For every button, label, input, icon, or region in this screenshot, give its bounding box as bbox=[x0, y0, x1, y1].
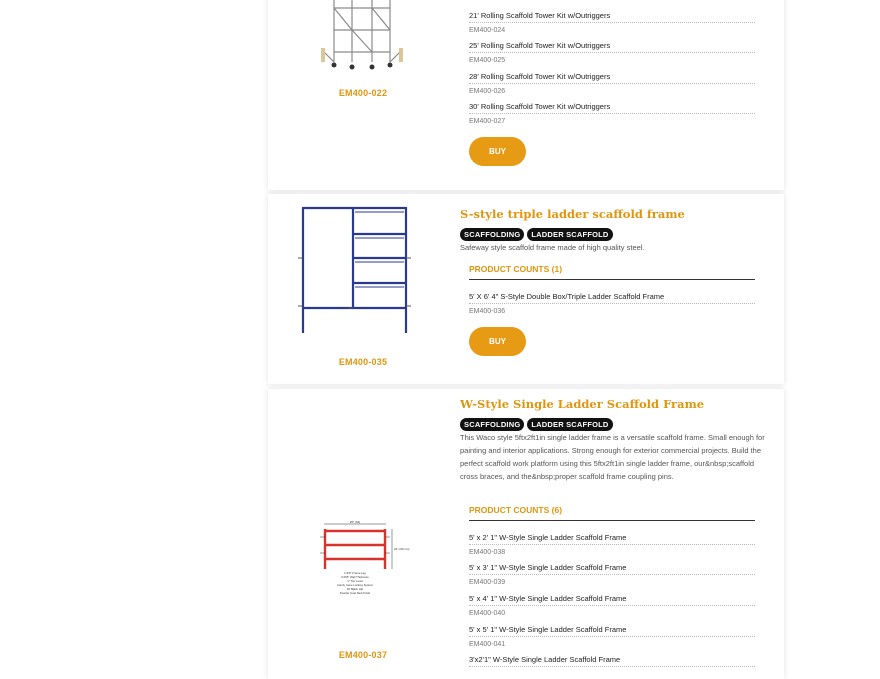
item-sku: EM400-026 bbox=[469, 88, 506, 95]
diagram-width-label: 25" (64) bbox=[349, 520, 361, 524]
tag-badge[interactable]: LADDER SCAFFOLD bbox=[527, 418, 612, 431]
list-item[interactable] bbox=[469, 41, 755, 64]
item-name[interactable]: 30' Rolling Scaffold Tower Kit w/Outriggers bbox=[469, 102, 755, 114]
list-item[interactable] bbox=[469, 533, 755, 556]
diagram-spec-line: 1" Tier Level bbox=[347, 579, 363, 583]
item-name[interactable]: 28' Rolling Scaffold Tower Kit w/Outriggers bbox=[469, 72, 755, 84]
tag-badge[interactable]: LADDER SCAFFOLD bbox=[527, 228, 612, 241]
tag-badge[interactable]: SCAFFOLDING bbox=[460, 418, 524, 431]
product-card-s-style bbox=[268, 194, 784, 384]
item-sku: EM400-036 bbox=[469, 308, 506, 315]
diagram-spec-line: 0.065" Wall Thickness bbox=[341, 575, 369, 579]
diagram-spec-line: Candy Cane Locking System bbox=[336, 583, 374, 587]
list-item[interactable] bbox=[469, 625, 755, 648]
product-title[interactable]: W-Style Single Ladder Scaffold Frame bbox=[460, 397, 705, 411]
item-sku: EM400-041 bbox=[469, 641, 506, 648]
product-description: Safeway style scaffold frame made of high quality steel. bbox=[460, 243, 645, 252]
rolling-tower-image bbox=[268, 0, 458, 75]
list-item[interactable] bbox=[469, 563, 755, 586]
item-sku: EM400-038 bbox=[469, 549, 506, 556]
item-sku: EM400-039 bbox=[469, 579, 506, 586]
diagram-spec-line: Powder Coat Red Finish bbox=[339, 591, 371, 595]
list-item[interactable] bbox=[469, 292, 755, 315]
list-item[interactable] bbox=[469, 655, 755, 667]
product-image[interactable] bbox=[268, 519, 458, 599]
list-item[interactable] bbox=[469, 594, 755, 617]
list-item[interactable] bbox=[469, 11, 755, 34]
item-sku: EM400-025 bbox=[469, 57, 506, 64]
item-name[interactable]: 5' x 5' 1" W-Style Single Ladder Scaffold Frame bbox=[469, 625, 755, 637]
product-code: EM400-037 bbox=[338, 650, 388, 660]
item-name[interactable]: 5' x 3' 1" W-Style Single Ladder Scaffold Frame bbox=[469, 563, 755, 575]
item-sku: EM400-027 bbox=[469, 118, 506, 125]
product-card-w-style bbox=[268, 389, 784, 679]
item-sku: EM400-040 bbox=[469, 610, 506, 617]
buy-button[interactable]: BUY bbox=[469, 327, 526, 356]
product-description: This Waco style 5ftx2ft1in single ladder frame is a versatile scaffold frame. Small enough for painting and interior applications. Strong enough for exterior commercial projects. Build the perfect scaffold work platform using this 5ftx2ft1in single ladder frame, our&nbsp;scaffold cross braces, and the&nbsp;proper scaffold frame coupling pins. bbox=[460, 433, 765, 481]
product-counts-heading: PRODUCT COUNTS (6) bbox=[469, 505, 755, 521]
diagram-height-label: 24" (60 cm) bbox=[394, 547, 410, 551]
product-counts-heading: PRODUCT COUNTS (1) bbox=[469, 264, 755, 280]
product-code: EM400-035 bbox=[338, 357, 388, 367]
s-style-frame-image bbox=[276, 198, 434, 348]
item-name[interactable]: 21' Rolling Scaffold Tower Kit w/Outriggers bbox=[469, 11, 755, 23]
tag-badge[interactable]: SCAFFOLDING bbox=[460, 228, 524, 241]
diagram-spec-line: W/ Black Hat bbox=[346, 587, 364, 591]
item-name[interactable]: 25' Rolling Scaffold Tower Kit w/Outriggers bbox=[469, 41, 755, 53]
buy-button[interactable]: BUY bbox=[469, 137, 526, 166]
product-code: EM400-022 bbox=[338, 88, 388, 98]
w-style-frame-image bbox=[268, 519, 458, 599]
product-card-rolling-tower bbox=[268, 0, 784, 190]
diagram-spec-line: 1-5/8" Frame Leg bbox=[344, 571, 366, 575]
item-name[interactable]: 5' x 4' 1" W-Style Single Ladder Scaffold Frame bbox=[469, 594, 755, 606]
tag-list bbox=[460, 418, 613, 431]
item-sku: EM400-024 bbox=[469, 27, 506, 34]
item-name[interactable]: 5' x 2' 1" W-Style Single Ladder Scaffold Frame bbox=[469, 533, 755, 545]
tag-list bbox=[460, 228, 613, 241]
list-item[interactable] bbox=[469, 72, 755, 95]
product-image[interactable] bbox=[268, 0, 458, 75]
list-item[interactable] bbox=[469, 102, 755, 125]
product-image[interactable] bbox=[276, 198, 434, 348]
product-title[interactable]: S-style triple ladder scaffold frame bbox=[460, 207, 685, 221]
item-name-partial[interactable]: 3'x2'1" W-Style Single Ladder Scaffold Frame bbox=[469, 655, 755, 667]
item-name[interactable]: 5' X 6' 4" S-Style Double Box/Triple Ladder Scaffold Frame bbox=[469, 292, 755, 304]
